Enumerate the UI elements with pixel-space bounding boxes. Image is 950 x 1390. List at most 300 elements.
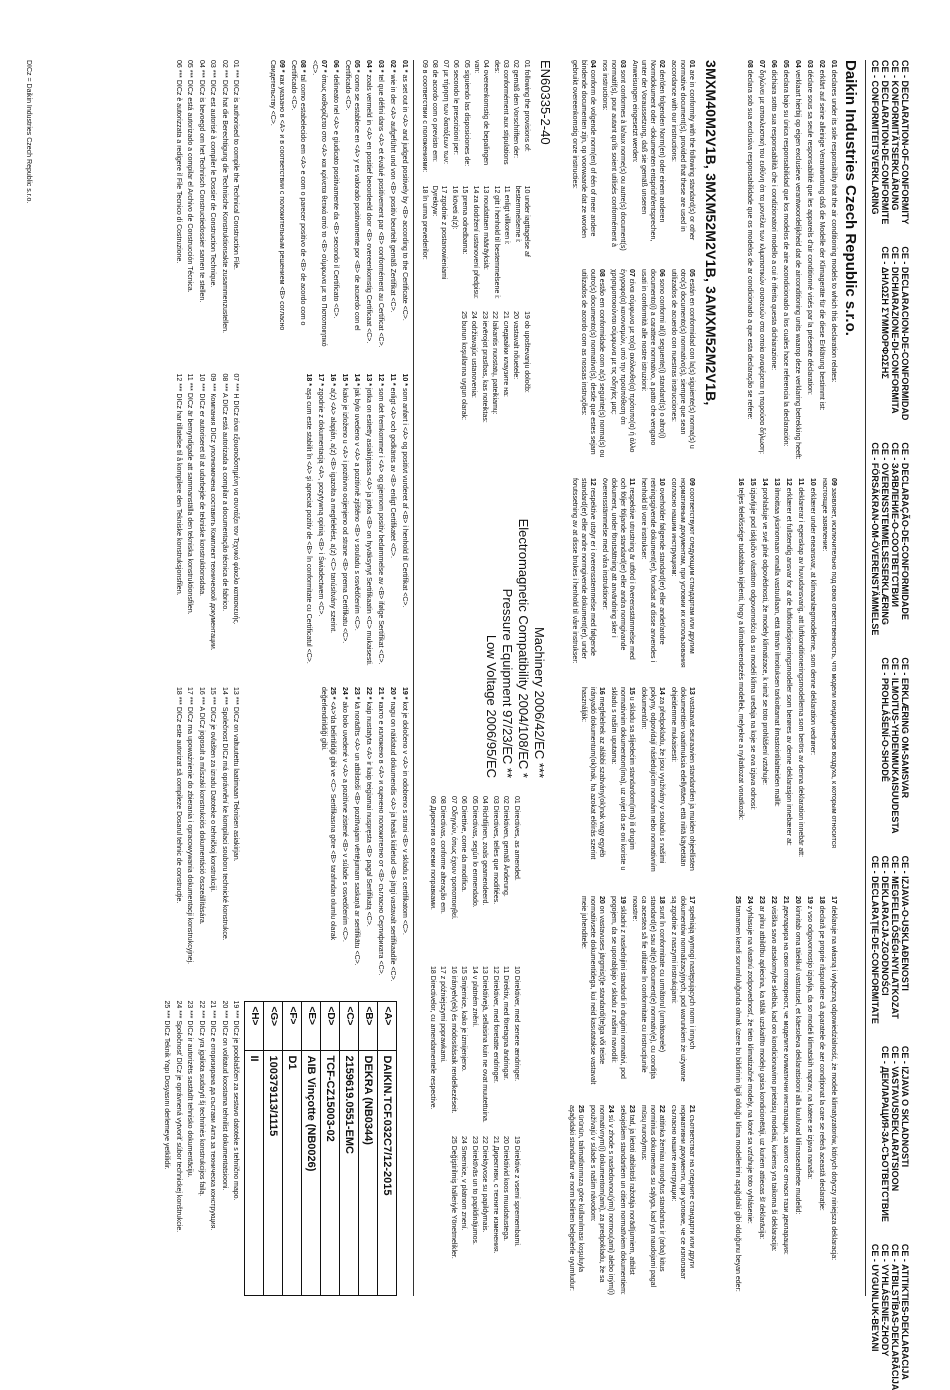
text-column (564, 1105, 696, 1296)
header-col (870, 856, 910, 1024)
numbered-paragraph (669, 60, 696, 251)
paragraph-text: kā norādīts <A> un atbilstoši <B> pozitīvajam vērtējumam saskaņā ar sertifikātu <C>. (353, 701, 361, 966)
header-row (865, 60, 910, 1390)
header-line: CE - OVERENSSTEMMELSESERKLÆRING (880, 442, 890, 625)
paragraph-text: on vastavuses järgmis(t)e standardi(te)ga või teiste normatiivsete dokumentidega, kui neid kasutatakse vastavalt meie juhenditele: (580, 896, 605, 1085)
tcf-statement: 02 *** DICz hat die Berechtigung die Technische Konstruktionsakte zusammenzustellen. (221, 60, 228, 334)
header-line: CE - VYHLÁSENIE-ZHODY (880, 1243, 890, 1357)
paragraph-text: δηλώνει με αποκλειστική του ευθύνη ότι τα μοντέλα των κλιματιστικών συσκευών στα οποία αναφέρεται η παρούσα δήλωση: (758, 69, 765, 455)
paragraph-text: estão em conformidade com a(s) seguinte(s) norma(s) ou outro(s) documento(s) normativo(s), desde que estes sejam utilizados de acordo com as nossas instruções: (580, 269, 605, 458)
paragraph-text: aşa cum este stabilit în <A> şi apreciat pozitiv de <B> în conformitate cu Certificatul <C>. (305, 387, 313, 664)
paragraph-number: 05 (782, 60, 789, 68)
provision-item: 02 gemäß den Vorschriften der: (512, 60, 520, 159)
tcf-statement: 16 *** A DICz jogosult a műszaki konstrukciós dokumentáció összeállítására. (198, 687, 205, 925)
numbered-paragraph (757, 896, 766, 1296)
provision-item: 23 ievērojot prasības, kas noteiktas: (481, 311, 488, 423)
amendment-item: 03 Directives, telles que modifiées. (492, 796, 499, 905)
paragraph-text: izjavljuje pod isključivo vlastitom odgovornošću da su modeli klima uređaja na koje se ova izjava odnosi: (749, 487, 756, 810)
provision-item: 19 ob upoštevanju določb: (523, 311, 530, 393)
numbered-paragraph (389, 60, 398, 356)
directives-list (483, 445, 547, 778)
paragraph-number: 12 (785, 478, 792, 486)
amendment-item: 08 Directivas, conforme alteração em. (439, 796, 447, 914)
numbered-paragraph (829, 896, 838, 1296)
paragraph-text: както е изложено в <A> и оценено положително от <B> съгласно Сертификата <C>. (377, 701, 385, 976)
numbered-paragraph (389, 374, 398, 670)
provision-item: 18 în urma prevederilor: (421, 185, 428, 260)
paragraph-text: ar pilnu atbildību apliecina, ka tālāk uzskaitīto modeļu gaisa kondicionētāji, uz kuriem attiecas šī deklarācija: (758, 905, 765, 1240)
paragraph-number: 23 * (353, 687, 361, 700)
header-line: CE - ЗАЯВЛЕНИЕ-О-СООТВЕТСТВИИ (890, 442, 900, 607)
numbered-paragraph (588, 1105, 615, 1296)
text-column (564, 896, 696, 1087)
text-column (730, 60, 838, 460)
paragraph-number: 11 (797, 478, 804, 486)
amendment-item: 22 Direktyvose su papildymais. (481, 1136, 489, 1233)
certificate-row (283, 1001, 302, 1296)
numbered-paragraph (609, 687, 636, 878)
certificate-key: <F> (283, 1001, 302, 1050)
paragraph-text: za předpokladu, že jsou využívány v souladu s našimi pokyny, odpovídají následujícím normám nebo normativním dokumentům: (640, 687, 665, 872)
numbered-paragraph (600, 60, 627, 251)
paragraph-text: verklaart hierbij op eigen exclusieve verantwoordelijkheid dat de airconditioning units waarop deze verklaring betrekking heeft: (794, 69, 801, 460)
numbered-paragraph (600, 478, 636, 669)
numbered-paragraph (817, 896, 826, 1296)
paragraph-text: tamamen kendi sorumluluğunda olmak üzere bu bildirinin ilgili olduğu klima modellerinin aşağıdaki gibi olduğunu beyan eder: (734, 905, 741, 1292)
certificate-key: <D> (321, 1001, 340, 1050)
numbered-paragraph (579, 269, 606, 460)
provision-item: 24 održiavajúc ustanovenia: (470, 311, 478, 398)
provision-item: 05 siguiendo las disposiciones de: (463, 60, 470, 167)
tcf-statement: 17 *** DICz ma upoważnienie do zbierania i opracowywania dokumentacji konstrukcyjnej. (186, 687, 194, 965)
numbered-paragraph (311, 60, 329, 356)
paragraph-text: sono conformi al(i) seguente(i) standard(s) o altro(i) documento(i) a carattere normativo, a patto che vengano usati in conformità alle nostre istruzioni: (640, 269, 665, 446)
paragraph-number: 12 (589, 478, 596, 486)
numbered-paragraph (808, 478, 817, 878)
header-line: CE - IZJAVA O SKLADNOSTI (900, 1045, 910, 1168)
paragraph-number: 19 * (401, 687, 409, 700)
header-line: CE - DECLARAÇÃO-DE-CONFORMIDADE (900, 442, 910, 620)
paragraph-text: como se establece en <A> y es valorado positivamente por <B> de acuerdo con el Certificado <C>. (344, 60, 361, 331)
certificate-row (321, 1001, 340, 1296)
numbered-paragraph (669, 269, 696, 460)
cert-table-column (245, 1001, 410, 1297)
directive-column (419, 445, 562, 778)
paragraph-text: erklärt auf seine alleinige Verantwortung daß die Modelle der Klimageräte für die diese Erklärung bestimmt ist: (818, 69, 825, 411)
paragraph-text: respektive utrustning är utförd i överensstämmelse med och följer följande standard(er) eller andra normgivande dokument, under förutsättning att användning sker i överensstämmelse med våra instruktioner: (601, 478, 635, 660)
numbered-paragraph (669, 687, 696, 878)
amendment-item: 11 Direktiv, med företagna ändringar. (502, 966, 510, 1081)
paragraph-number: 19 (619, 896, 626, 904)
tcf-statement: 09 *** Компания DICz уполномочена составить Комплект технической документации. (209, 373, 217, 651)
tcf-statement: 20 *** DICz on volitatud koostama tehnilist dokumentatsiooni. (221, 1000, 228, 1191)
certification-block (245, 60, 410, 1296)
paragraph-text: som anført i <A> og positivt vurderet af <B> i henhold til Certifikat <C>. (401, 387, 409, 608)
numbered-paragraph (353, 687, 362, 983)
paragraph-text: z vso odgovornostjo izjavlja, da so modeli klimatskih naprav, na katere se izjava nanaša: (806, 905, 813, 1180)
numbered-paragraph (317, 374, 326, 670)
numbered-paragraph (630, 60, 666, 251)
amendment-item: 23 Direktīvās un to papildinājumos. (471, 1136, 478, 1245)
paragraph-number: 21 (688, 1105, 695, 1113)
numbered-paragraph (639, 269, 666, 460)
amendment-item: 12 Direktiver, med foretatte endringer. (492, 966, 499, 1084)
paragraph-text: visiška savo atsakomybe skelbia, kad oro kondicionavimo prietaisų modeliai, kuriems yra taikoma ši deklaracija: (770, 905, 777, 1252)
paragraph-number: 04 (794, 60, 801, 68)
provision-item: 03 conformément aux stipulations des: (493, 60, 509, 165)
certificate-value: D1 (283, 1050, 302, 1296)
amendment-item: 16 irányelv(ek) és módosításaik rendelkezéseit. (450, 966, 457, 1114)
numbered-paragraph (401, 374, 410, 670)
paragraph-number: 15 (628, 687, 635, 695)
paragraph-number: 24 (746, 896, 753, 904)
paragraph-number: 03 * (377, 60, 385, 73)
numbered-paragraph (570, 478, 597, 669)
paragraph-text: jak bylo uvedeno v <A> a pozitivně zjištěno <B> v souladu s osvědčením <C>. (353, 387, 361, 631)
paragraph-number: 22 * (365, 687, 373, 700)
certificate-table (245, 1001, 398, 1297)
numbered-paragraph (570, 60, 597, 251)
provisions-list (419, 311, 532, 427)
paragraph-number: 25 (577, 1105, 584, 1113)
certificate-value: 100379113/1115 (264, 1050, 283, 1296)
paragraph-text: dichiara sotto sua responsabilità che i condizionatori modello a cui è riferita questa dichiarazione: (770, 69, 777, 371)
directive-line: Machinery 2006/42/EC *** (532, 626, 547, 778)
paragraph-number: 20 (598, 896, 605, 904)
paragraph-text: megfelelnek az alábbi szabvány(ok)nak vagy egyéb irányadó dokumentum(ok)nak, ha azokat előírás szerint használják: (580, 687, 605, 860)
paragraph-text: declara sob sua exclusiva responsabilidade que os modelos de ar condicionado a que esta declaração se refere: (746, 69, 753, 420)
amendment-item: 15 Smjernice, kako je izmijenjeno. (460, 966, 468, 1072)
paragraph-number: 05 * (353, 60, 361, 73)
paragraph-text: u skladu sa slijedećim standardom(ima) ili drugim normativnim dokumentom(ima), uz uvjet da se oni koriste u skladu s našim uputama: (610, 687, 635, 871)
amendment-item: 24 Smernice, v platnom znení. (460, 1136, 468, 1231)
paragraph-text: deklarerar i egenskap av huvudansvarig, att luftkonditioneringsmodellerna som berörs av denna deklaration innebär att: (797, 487, 804, 858)
numbered-paragraph (567, 1105, 585, 1296)
amendment-item: 17 z późniejszymi poprawkami. (439, 966, 447, 1063)
certificate-value: II (245, 1050, 264, 1296)
header-line: CE - CONFORMITEITSVERKLARING (870, 60, 880, 215)
numbered-paragraph (365, 374, 374, 670)
numbered-paragraph (609, 269, 636, 460)
paragraph-text: zoals vermeld in <A> en positief beoordeeld door <B> overeenkomstig Certificaat <C>. (365, 74, 373, 344)
paragraph-number: 17 (688, 896, 695, 904)
paragraph-text: erklærer et fullstendig ansvar for at de luftkondisjoneringsmodeller som berøres av denne deklarasjon innebærer at: (785, 487, 792, 846)
paragraph-number: 04 (589, 60, 596, 68)
amendment-list (427, 1136, 522, 1296)
paragraph-number: 11 (628, 478, 635, 486)
paragraph-number: 23 (758, 896, 765, 904)
tcf-statement: 04 *** DICz is bevoegd om het Technisch Constructiedossier samen te stellen. (198, 60, 205, 303)
numbered-paragraph (669, 896, 696, 1087)
numbered-paragraph (341, 374, 350, 670)
paragraph-text: ilmoittaa yksinomaan omalla vastuullaan, että tämän ilmoituksen tarkoittamat ilmastointilaitteiden mallit: (773, 487, 780, 807)
paragraph-number: 23 (628, 1105, 635, 1113)
paragraph-number: 02 (818, 60, 825, 68)
tcf-block (160, 60, 241, 1296)
paragraph-number: 09 * (278, 60, 286, 73)
paragraph-number: 16 * (329, 373, 337, 386)
text-column (160, 1001, 241, 1297)
paragraph-number: 17 * (317, 373, 325, 386)
numbered-paragraph (745, 896, 754, 1296)
amendment-item: 21 Директиви, с техните изменения. (492, 1136, 499, 1254)
paragraph-number: 20 (794, 896, 801, 904)
paragraph-text: tal como estabelecido em <A> e com o parecer positivo de <B> de acordo com o Certificado <C>. (290, 60, 307, 326)
paragraph-text: как указано в <A> и в соответствии с положительным решением <B> согласно Свидетельству <C>. (269, 60, 286, 331)
paragraph-text: vyhlasuje na vlastnú zodpovednosť, že tieto klimatizačné modely, na ktoré sa vzťahuje toto vyhlásenie: (746, 905, 753, 1224)
numbered-paragraph (784, 478, 793, 878)
numbered-paragraph (781, 896, 790, 1296)
numbered-paragraph (781, 60, 790, 460)
conformity-block (564, 60, 696, 1296)
paragraph-number: 14 * (353, 373, 361, 386)
tcf-statement: 18 *** DICz este autorizat să compileze Dosarul tehnic de construcţie. (175, 687, 182, 904)
text-column (730, 478, 838, 878)
amendment-item: 10 Direktiver, med senere ændringer. (513, 966, 520, 1082)
directive-line: Pressure Equipment 97/23/EC ** (500, 588, 515, 778)
paragraph-text: der/den folgenden Norm(en) oder einem anderen Normdokument oder -dokumenten entspricht/entsprechen, unter der Voraussetzung, daß sie gemäß unseren Anweisungen eingesetzt werden: (631, 60, 665, 242)
paragraph-number: 13 * (365, 373, 373, 386)
tcf-statement: 12 *** DICz har tillatelse til å kompilere den Tekniske konstruksjonsfilen. (175, 373, 182, 596)
header-line: CE - DECLARATION-OF-CONFORMITY (900, 60, 910, 225)
paragraph-text: nagu on näidatud dokumendis <A> ja heaks kiidetud <B> järgi vastavalt sertifikaadile <C>. (389, 701, 397, 982)
paragraph-text: tel que défini dans <A> et évalué positivement par <B> conformément au Certificat <C>. (377, 74, 385, 348)
paragraph-number: 18 * (305, 373, 313, 386)
certificate-value: 2159619.0551-EMC (340, 1050, 359, 1296)
header-line: CE - UYGUNLUK-BEYANI (870, 1243, 880, 1352)
header-line: CE - DEKLARACJA-ZGODNOŚCI (880, 855, 890, 996)
paragraph-text: sú v zhode s nasledovnou(ými) normou(ami) alebo iným(i) normatívnym(i) dokumentom(ami), za predpokladu, že sa používajú v súlade s našim návodom: (589, 1105, 614, 1295)
header-line: CE - DICHIARAZIONE-DI-CONFORMITA (890, 246, 900, 414)
text-column (564, 269, 696, 460)
numbered-paragraph (736, 478, 745, 878)
paragraph-text: kinnitab oma täielikul vastutusel, et käesoleva deklaratsiooni alla kuuluvad kliimaseadmete mudelid: (794, 905, 801, 1215)
paragraph-text: sunt în conformitate cu următorul (următoarele) standard(e) sau alt(e) document(e) normativ(e), cu condiţia ca acestea să fie utilizate în conformitate cu instrucţiunile noastre: (631, 896, 665, 1079)
tcf-statement: 10 *** DICz er autoriseret til at udarbejde de tekniske konstruktionsdata. (198, 373, 205, 597)
paragraph-number: 09 (830, 478, 837, 486)
paragraph-number: 10 (809, 478, 816, 486)
provision-item: 14 za dodržení ustanovení předpisu: (472, 185, 479, 299)
text-column (730, 896, 838, 1296)
provision-item: 17 zgodnie z postanowieniami Dyrektyw: (431, 185, 448, 280)
paragraph-number: 21 (782, 896, 789, 904)
numbered-paragraph (389, 687, 398, 983)
paragraph-text: delineato nel <A> e giudicato positivamente da <B> secondo il Certificato <C>. (332, 74, 340, 319)
paragraph-number: 01 * (401, 60, 409, 73)
numbered-paragraph (618, 1105, 636, 1296)
provision-item: 15 prema odredbama: (461, 185, 469, 255)
paragraph-number: 18 (658, 896, 665, 904)
paragraph-number: 08 * (299, 60, 307, 73)
provisions-list (419, 60, 532, 176)
amendment-item: 05 Directivas, según lo enmendado. (471, 796, 478, 908)
tcf-statement: 05 *** DICz está autorizado a compilar el Archivo de Construcción Técnica. (186, 60, 194, 293)
provisions-lists (419, 60, 532, 427)
amendment-item: 06 Direttive, come da modifica. (460, 796, 468, 893)
standards-block (419, 60, 562, 1296)
numbered-paragraph (748, 478, 757, 878)
provision-item: 10 under iagttagelse af bestemmelserne i: (514, 185, 530, 257)
paragraph-text: tad, ja lietoti atbilstoši ražotāja norādījumiem, atbilst sekojošiem standartiem un citiem normatīviem dokumentiem: (619, 1105, 635, 1295)
amendment-list (427, 796, 522, 956)
paragraph-text: atitinka žemiau nurodytus standartus ir (arba) kitus norminius dokumentus su sąlyga, kad yra naudojami pagal mūsų nurodymus: (640, 1105, 665, 1288)
numbered-paragraph (639, 478, 666, 669)
amendment-item: 02 Direktiven, gemäß Änderung. (502, 796, 510, 897)
header-line: CE - ILMOITUS-YHDENMUKAISUUDESTA (890, 657, 900, 834)
paragraph-text: wie in der <A> aufgeführt und von <B> positiv beurteilt gemäß Zertifikat <C>. (389, 74, 397, 313)
paragraph-number: 07 * (320, 60, 328, 73)
paragraph-number: 09 (688, 478, 695, 486)
standard-column (419, 60, 562, 427)
text-column (245, 60, 410, 356)
text-column (245, 374, 410, 670)
provision-item: 04 overeenkomstig de bepalingen van: (473, 60, 490, 166)
paragraph-text: kaip nustatyta <A> ir kaip teigiamai nuspręsta <B> pagal Sertifikatą <C>. (365, 701, 373, 927)
amendment-item: 07 Οδηγιών, όπως έχουν τροποποιηθεί. (450, 796, 457, 920)
paragraph-number: 06 (658, 269, 665, 277)
paragraph-text: a(z) <A> alapján, a(z) <B> igazolta a megfelelést, a(z) <C> tanúsítvány szerint. (329, 387, 337, 634)
declaration-block (730, 60, 838, 1296)
paragraph-number: 13 (773, 478, 780, 486)
paragraph-text: <A>'da belirtildiği gibi ve <C> Sertifikasına göre <B> tarafından olumlu olarak değerlendirildiği gibi. (320, 687, 337, 941)
numbered-paragraph (579, 687, 606, 878)
tcf-statement: 11 *** DICz är bemyndigade att sammanställa den tekniska konstruktionsfilen. (186, 373, 194, 615)
paragraph-number: 20 * (389, 687, 397, 700)
tcf-statement: 15 *** DICz je ovlašten za izradu Datoteke o tehničkoj konstrukciji. (209, 687, 217, 893)
certificate-row (264, 1001, 283, 1296)
paragraph-number: 08 (746, 60, 753, 68)
paragraph-number: 04 * (365, 60, 373, 73)
amendment-column (419, 796, 562, 1296)
numbered-paragraph (817, 60, 826, 460)
numbered-paragraph (769, 896, 778, 1296)
paragraph-text: spełniają wymogi następujących norm i innych dokumentów normalizacyjnych, pod warunkiem że używane są zgodnie z naszymi instrukcjami: (670, 896, 695, 1082)
certificate-row (378, 1001, 397, 1296)
paragraph-number: 15 * (341, 373, 349, 386)
header-col (870, 1244, 910, 1390)
amendment-item: 01 Directives, as amended. (513, 796, 520, 881)
tcf-statement: 08 *** A DICz está autorizada a compilar a documentação técnica de fabrico. (221, 373, 228, 612)
paragraph-text: όπως καθορίζεται στο <A> και κρίνεται θετικά από το <B> σύμφωνα με το Πιστοποιητικό <C>. (311, 60, 328, 347)
paragraph-text: είναι σύμφωνα με το(α) ακόλουθο(α) πρότυπο(α) ή άλλο έγγραφο(α) κανονισμών, υπό την προϋπόθεση ότι χρησιμοποιούνται σύμφωνα με τις οδηγίες μας: (610, 269, 635, 453)
paragraph-number: 14 (761, 478, 768, 486)
paragraph-text: som det fremkommer i <A> og gjennom positiv bedømmelse av <B> ifølge Sertifikat <C>. (377, 387, 385, 665)
paragraph-number: 15 (749, 478, 756, 486)
certificate-value: AIB Vinçotte (NB0026) (302, 1050, 321, 1296)
numbered-paragraph (793, 60, 802, 460)
paragraph-number: 01 (830, 60, 837, 68)
text-column (564, 60, 696, 251)
numbered-paragraph (760, 478, 769, 878)
paragraph-number: 03 (619, 60, 626, 68)
amendment-item: 13 Direktiivejä, sellaisina kuin ne ovat muutettuina. (481, 966, 489, 1123)
header-line: CE - PROHLÁŠENÍ-O-SHODĚ (880, 657, 890, 782)
provision-item: 21 следвайки клаузите на: (502, 311, 509, 397)
paragraph-text: declares under its sole responsibility that the air conditioning models to which this declaration relates: (830, 69, 837, 383)
tcf-statement: 01 *** DICz is authorised to compile the Technical Construction File. (232, 60, 240, 270)
numbered-paragraph (745, 60, 754, 460)
paragraph-number: 07 (628, 269, 635, 277)
numbered-paragraph (757, 60, 766, 460)
provision-item: 09 в соответствии с положениями: (421, 60, 428, 173)
footnote: DICz = Daikin Industries Czech Republic s.r.o. (25, 60, 32, 204)
header-line: CE - MEGFELELŐSÉGI-NYILATKOZAT (890, 855, 900, 1019)
paragraph-text: respektive utstyr er i overensstemmelse med følgende standard(er) eller andre normgivende dokument(er), under forutssetning av at disse brukes i henhold til våre instrukser: (571, 478, 596, 664)
certificate-key: <B> (359, 1001, 378, 1050)
numbered-paragraph (353, 374, 362, 670)
paragraph-text: заявляет, исключительно под свою ответственность, что модели кондиционеров воздуха, к которым относится настоящее заявление: (821, 478, 837, 849)
paragraph-number: 01 (688, 60, 695, 68)
numbered-paragraph (805, 896, 814, 1296)
certificate-key: <C> (340, 1001, 359, 1050)
header-line: CE - ΔΗΛΩΣΗ ΣΥΜΜΟΡΦΩΣΗΣ (880, 246, 890, 379)
numbered-paragraph (769, 60, 778, 460)
amendment-list (427, 966, 522, 1126)
header-col (870, 246, 910, 420)
amendment-item: 04 Richtlijnen, zoals geamendeerd. (481, 796, 489, 906)
tcf-statement: 23 *** DICz ir autorizēts sastādīt tehnisko dokumentāciju. (186, 1000, 194, 1178)
certificate-key: <H> (245, 1001, 264, 1050)
numbered-paragraph (796, 478, 805, 878)
numbered-paragraph (377, 374, 386, 670)
amendment-item: 09 Директив со всеми поправками. (429, 796, 436, 910)
directive-line: Low Voltage 2006/95/EC (484, 634, 499, 778)
paragraph-number: 16 (737, 478, 744, 486)
header-line: CE - VASTAVUSDEKLARATSIOON (890, 1045, 900, 1192)
numbered-paragraph (377, 60, 386, 356)
numbered-paragraph (401, 687, 410, 983)
paragraph-number: 16 (598, 687, 605, 695)
certificate-key: <G> (264, 1001, 283, 1050)
paragraph-number: 17 (830, 896, 837, 904)
paragraph-text: declara bajo su única responsabilidad que los modelos de aire acondicionado a los cuales hace referencia la declaración: (782, 69, 789, 447)
divider (414, 60, 415, 1296)
paragraph-text: sont conformes à la/aux norme(s) ou autre(s) document(s) normatif(s), pour autant qu'ils soient utilisés conformément à nos instructions: (601, 60, 626, 251)
numbered-paragraph (579, 896, 606, 1087)
paragraph-text: ürünün, talimatlarımıza göre kullanılması koşuluyla aşağıdaki standartlar ve norm belirten belgelerle uyumludur: (568, 1105, 584, 1291)
paragraph-number: 13 (688, 687, 695, 695)
header-line: CE - ATITIKTIES-DEKLARACIJA (900, 1243, 910, 1380)
tcf-statement: 25 *** DICz Teknik Yapı Dosyasını derlemeye yetkilidir. (163, 1000, 171, 1170)
certificate-value: DAIKIN.TCF.032C7/12-2015 (378, 1050, 397, 1296)
text-column (160, 374, 241, 670)
paragraph-text: vastaavat seuraavien standardien ja muiden ohjeellisten dokumenttien vaatimuksia edellyttäen, että niitä käytetään ohjeidemme mukaisesti: (670, 687, 695, 871)
tcf-statement: 21 *** DICz е оторизирана да състави Акта за техническа конструкция. (209, 1000, 217, 1231)
header-line: CE - KONFORMITÄTSERKLÄRUNG (890, 60, 900, 211)
paragraph-number: 11 * (389, 373, 397, 386)
paragraph-text: jotka on esitetty asiakirjassa <A> ja jotka <B> on hyväksynyt Sertifikaatin <C> mukaisesti. (365, 387, 373, 666)
tcf-statement: 03 *** DICz est autorisé à compiler le Dossier de Construction Technique. (209, 60, 217, 288)
paragraph-number: 10 * (401, 373, 409, 386)
numbered-paragraph (820, 478, 838, 878)
header-col (870, 60, 910, 224)
numbered-paragraph (341, 687, 350, 983)
tcf-statement: 06 *** DICz è autorizzata a redigere il File Tecnico di Costruzione. (175, 60, 182, 264)
provision-item: 16 követi a(z): (451, 185, 458, 230)
paragraph-number: 08 (598, 269, 605, 277)
certificate-value: DEKRA (NB0344) (359, 1050, 378, 1296)
paragraph-text: están en conformidad con la(s) siguiente(s) norma(s) u otro(s) documento(s) normativo(s), siempre que sean utilizados de acuerdo con nuestras instrucciones: (670, 269, 695, 449)
numbered-paragraph (669, 478, 696, 669)
certificate-row (359, 1001, 378, 1296)
provision-item: 06 secondo le prescrizioni per: (452, 60, 460, 155)
paragraph-text: conform de volgende norm(en) of één of meer andere bindende documenten zijn, op voorwaarde dat ze worden gebruikt overeenkomstig onze instructies: (571, 60, 596, 238)
numbered-paragraph (365, 687, 374, 983)
text-column (160, 60, 241, 356)
header-line: CE - DECLARATION-DE-CONFORMITE (880, 60, 890, 225)
paragraph-number: 06 * (332, 60, 340, 73)
paragraph-number: 21 * (377, 687, 385, 700)
